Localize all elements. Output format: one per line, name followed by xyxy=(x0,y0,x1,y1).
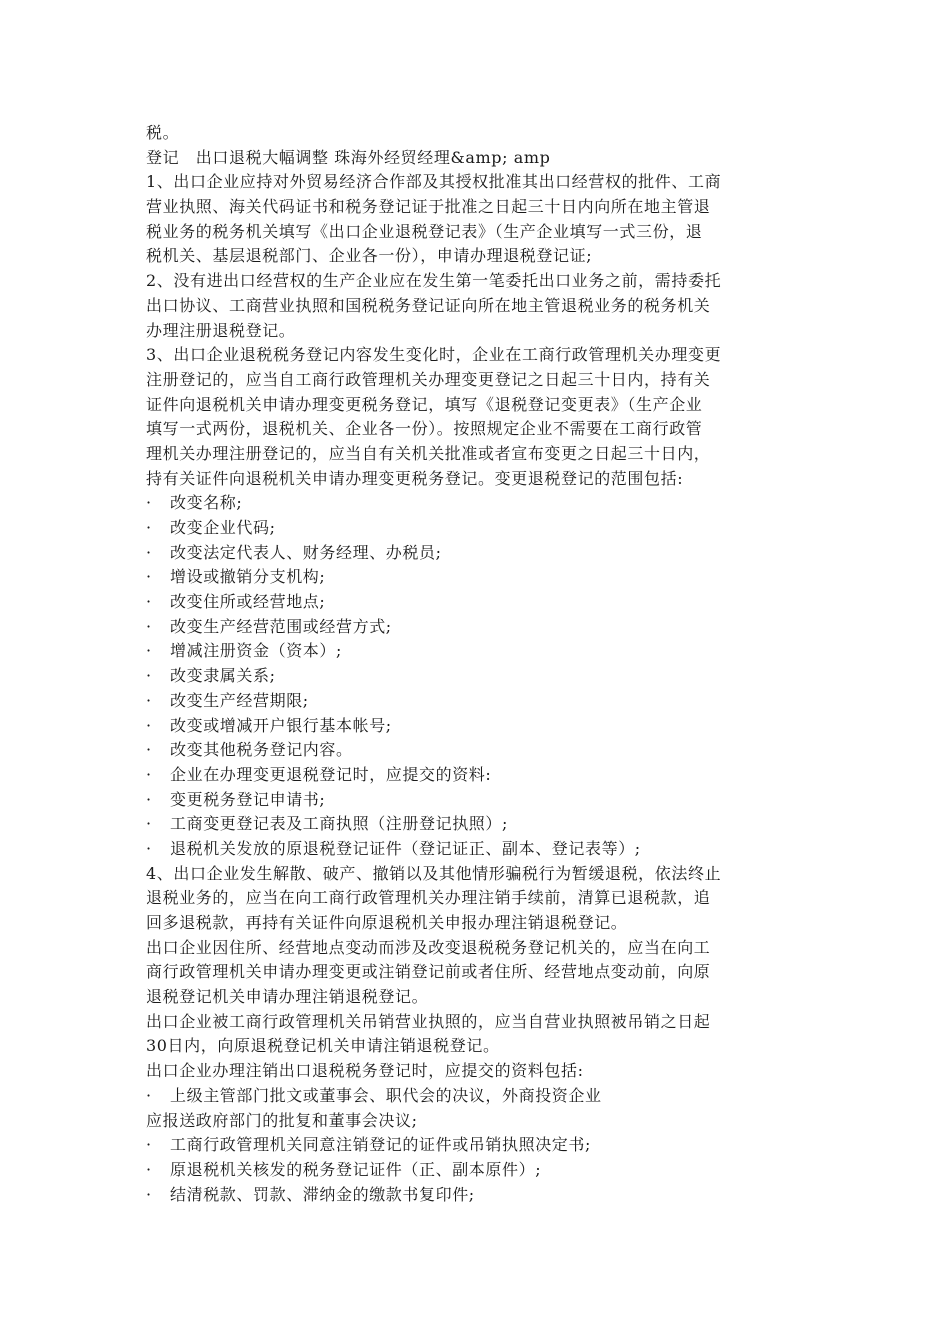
document-body xyxy=(146,121,806,1207)
bullet-glyph: · xyxy=(146,1085,152,1105)
text-line: 出口协议、工商营业执照和国税税务登记证向所在地主管退税业务的税务机关 xyxy=(146,295,711,315)
list-item-text: 工商行政管理机关同意注销登记的证件或吊销执照决定书; xyxy=(170,1135,591,1155)
bullet-glyph: · xyxy=(146,690,152,710)
list-item xyxy=(146,1084,806,1109)
list-item xyxy=(146,812,806,837)
text-line: 应报送政府部门的批复和董事会决议; xyxy=(146,1110,418,1130)
list-item xyxy=(146,590,806,615)
paragraph-block-2 xyxy=(146,862,806,1084)
list-item-text: 改变或增减开户银行基本帐号; xyxy=(170,715,392,735)
list-item-text: 上级主管部门批文或董事会、职代会的决议，外商投资企业 xyxy=(170,1085,602,1105)
text-line: 办理注册退税登记。 xyxy=(146,320,296,340)
text-line: 出口企业办理注销出口退税税务登记时，应提交的资料包括: xyxy=(146,1061,584,1081)
text-line: 商行政管理机关申请办理变更或注销登记前或者住所、经营地点变动前，向原 xyxy=(146,962,711,982)
bullet-glyph: · xyxy=(146,715,152,735)
bullet-glyph: · xyxy=(146,814,152,834)
bullet-glyph: · xyxy=(146,493,152,513)
text-line: 税业务的税务机关填写《出口企业退税登记表》（生产企业填写一式三份，退 xyxy=(146,221,703,241)
bullet-glyph: · xyxy=(146,616,152,636)
bullet-list-2 xyxy=(146,1084,806,1109)
bullet-glyph: · xyxy=(146,567,152,587)
text-line: 税。 xyxy=(146,123,180,142)
bullet-glyph: · xyxy=(146,789,152,809)
list-item-text: 增设或撤销分支机构; xyxy=(170,567,326,587)
text-line: 1、出口企业应持对外贸易经济合作部及其授权批准其出口经营权的批件、工商 xyxy=(146,172,722,192)
list-item-text: 改变生产经营期限; xyxy=(170,690,309,710)
list-item-text: 改变企业代码; xyxy=(170,518,276,537)
list-item xyxy=(146,1158,806,1183)
text-line: 退税登记机关申请办理注销退税登记。 xyxy=(146,987,429,1007)
list-item xyxy=(146,689,806,714)
list-item-text: 改变住所或经营地点; xyxy=(170,592,326,612)
text-line: 30日内，向原退税登记机关申请注销退税登记。 xyxy=(146,1036,500,1056)
list-item xyxy=(146,565,806,590)
bullet-glyph: · xyxy=(146,1184,152,1204)
text-line: 出口企业因住所、经营地点变动而涉及改变退税税务登记机关的，应当在向工 xyxy=(146,937,711,957)
text-line: 填写一式两份，退税机关、企业各一份）。按照规定企业不需要在工商行政管 xyxy=(146,419,703,439)
bullet-glyph: · xyxy=(146,542,152,562)
list-item-text: 变更税务登记申请书; xyxy=(170,789,326,809)
text-line: 2、没有进出口经营权的生产企业应在发生第一笔委托出口业务之前，需持委托 xyxy=(146,271,722,291)
list-item xyxy=(146,1183,806,1208)
text-line: 3、出口企业退税税务登记内容发生变化时，企业在工商行政管理机关办理变更 xyxy=(146,345,722,365)
list-item-text: 退税机关发放的原退税登记证件（登记证正、副本、登记表等）; xyxy=(170,838,641,858)
text-line: 注册登记的，应当自工商行政管理机关办理变更登记之日起三十日内，持有关 xyxy=(146,369,711,389)
list-item xyxy=(146,763,806,788)
list-item xyxy=(146,1133,806,1158)
text-line: 登记 出口退税大幅调整 珠海外经贸经理&amp; amp xyxy=(146,147,551,167)
bullet-glyph: · xyxy=(146,641,152,661)
paragraph-block-3 xyxy=(146,1109,806,1134)
list-item-text: 改变隶属关系; xyxy=(170,666,276,686)
bullet-list-3 xyxy=(146,1133,806,1207)
bullet-glyph: · xyxy=(146,1159,152,1179)
list-item xyxy=(146,714,806,739)
bullet-glyph: · xyxy=(146,838,152,858)
list-item xyxy=(146,491,806,516)
text-line: 退税业务的，应当在向工商行政管理机关办理注销手续前，清算已退税款，追 xyxy=(146,888,711,908)
bullet-glyph: · xyxy=(146,666,152,686)
list-item-text: 工商变更登记表及工商执照（注册登记执照）; xyxy=(170,814,508,834)
list-item xyxy=(146,837,806,862)
list-item-text: 企业在办理变更退税登记时，应提交的资料: xyxy=(170,764,492,784)
bullet-glyph: · xyxy=(146,740,152,760)
bullet-glyph: · xyxy=(146,1135,152,1155)
bullet-glyph: · xyxy=(146,518,152,537)
list-item-text: 改变名称; xyxy=(170,493,243,513)
text-line: 出口企业被工商行政管理机关吊销营业执照的，应当自营业执照被吊销之日起 xyxy=(146,1011,711,1031)
list-item xyxy=(146,615,806,640)
list-item xyxy=(146,788,806,813)
list-item xyxy=(146,541,806,566)
text-line: 持有关证件向退税机关申请办理变更税务登记。变更退税登记的范围包括: xyxy=(146,468,684,488)
list-item-text: 结清税款、罚款、滞纳金的缴款书复印件; xyxy=(170,1184,475,1204)
list-item xyxy=(146,664,806,689)
list-item-text: 原退税机关核发的税务登记证件（正、副本原件）; xyxy=(170,1159,542,1179)
text-line: 回多退税款，再持有关证件向原退税机关申报办理注销退税登记。 xyxy=(146,913,628,932)
text-line: 证件向退税机关申请办理变更税务登记，填写《退税登记变更表》（生产企业 xyxy=(146,394,703,414)
list-item xyxy=(146,516,806,541)
list-item xyxy=(146,639,806,664)
bullet-glyph: · xyxy=(146,764,152,784)
text-line: 4、出口企业发生解散、破产、撤销以及其他情形骗税行为暂缓退税，依法终止 xyxy=(146,863,722,883)
paragraph-block-1 xyxy=(146,121,806,491)
bullet-glyph: · xyxy=(146,592,152,612)
list-item-text: 增减注册资金（资本）; xyxy=(170,641,342,661)
list-item-text: 改变法定代表人、财务经理、办税员; xyxy=(170,542,442,562)
list-item xyxy=(146,738,806,763)
text-line: 税机关、基层退税部门、企业各一份），申请办理退税登记证; xyxy=(146,246,593,266)
list-item-text: 改变生产经营范围或经营方式; xyxy=(170,616,392,636)
bullet-list-1 xyxy=(146,491,806,861)
text-line: 营业执照、海关代码证书和税务登记证于批准之日起三十日内向所在地主管退 xyxy=(146,197,711,217)
list-item-text: 改变其他税务登记内容。 xyxy=(170,740,353,760)
text-line: 理机关办理注册登记的，应当自有关机关批准或者宣布变更之日起三十日内， xyxy=(146,443,711,463)
